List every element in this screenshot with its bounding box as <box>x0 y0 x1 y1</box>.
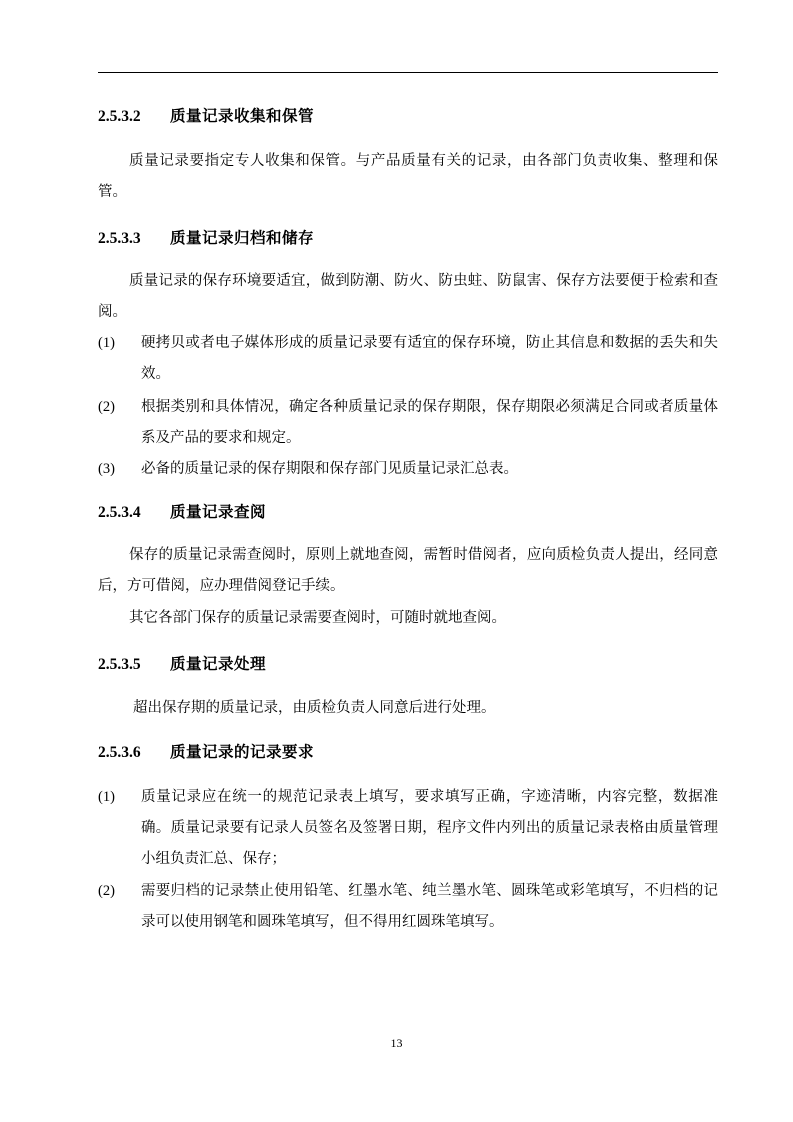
list-item <box>98 782 718 875</box>
section-number: 2.5.3.3 <box>98 230 141 247</box>
section-heading <box>98 228 314 249</box>
section-heading <box>98 106 314 127</box>
header-rule <box>98 72 718 73</box>
section-heading <box>98 742 314 763</box>
paragraph: 超出保存期的质量记录，由质检负责人同意后进行处理。 <box>133 700 496 716</box>
paragraph: 其它各部门保存的质量记录需要查阅时，可随时就地查阅。 <box>129 610 506 626</box>
list-marker: (3) <box>98 461 115 477</box>
section-heading <box>98 502 266 523</box>
section-heading <box>98 654 266 675</box>
section-title: 质量记录的记录要求 <box>170 743 315 761</box>
section-number: 2.5.3.6 <box>98 744 141 761</box>
list-item-text: 需要归档的记录禁止使用铅笔、红墨水笔、纯兰墨水笔、圆珠笔或彩笔填写，不归档的记录可以使用钢笔和圆珠笔填写，但不得用红圆珠笔填写。 <box>141 883 718 930</box>
list-item-text: 硬拷贝或者电子媒体形成的质量记录要有适宜的保存环境，防止其信息和数据的丢失和失效。 <box>141 335 718 382</box>
list-item-text: 质量记录应在统一的规范记录表上填写，要求填写正确，字迹清晰，内容完整，数据准确。质量记录要有记录人员签名及签署日期，程序文件内列出的质量记录表格由质量管理小组负责汇总、保存； <box>141 789 718 867</box>
list-marker: (2) <box>98 883 115 899</box>
page-number: 13 <box>390 1036 403 1050</box>
paragraph: 保存的质量记录需查阅时，原则上就地查阅，需暂时借阅者，应向质检负责人提出，经同意后，方可借阅，应办理借阅登记手续。 <box>98 547 718 594</box>
section-title: 质量记录归档和储存 <box>170 229 315 247</box>
list-item <box>98 454 718 485</box>
section-number: 2.5.3.4 <box>98 504 141 521</box>
list-item <box>98 392 718 454</box>
list-item <box>98 876 718 938</box>
list-marker: (2) <box>98 399 115 415</box>
list-item-text: 根据类别和具体情况，确定各种质量记录的保存期限，保存期限必须满足合同或者质量体系及产品的要求和规定。 <box>141 399 718 446</box>
list-item <box>98 328 718 390</box>
section-title: 质量记录处理 <box>170 655 267 673</box>
section-number: 2.5.3.5 <box>98 656 141 673</box>
list-marker: (1) <box>98 335 115 351</box>
section-number: 2.5.3.2 <box>98 108 141 125</box>
section-title: 质量记录收集和保管 <box>170 107 315 125</box>
list-marker: (1) <box>98 789 115 805</box>
section-title: 质量记录查阅 <box>170 503 267 521</box>
paragraph: 质量记录要指定专人收集和保管。与产品质量有关的记录，由各部门负责收集、整理和保管。 <box>98 153 718 200</box>
list-item-text: 必备的质量记录的保存期限和保存部门见质量记录汇总表。 <box>141 461 518 477</box>
paragraph: 质量记录的保存环境要适宜，做到防潮、防火、防虫蛀、防鼠害、保存方法要便于检索和查阅。 <box>98 273 718 320</box>
